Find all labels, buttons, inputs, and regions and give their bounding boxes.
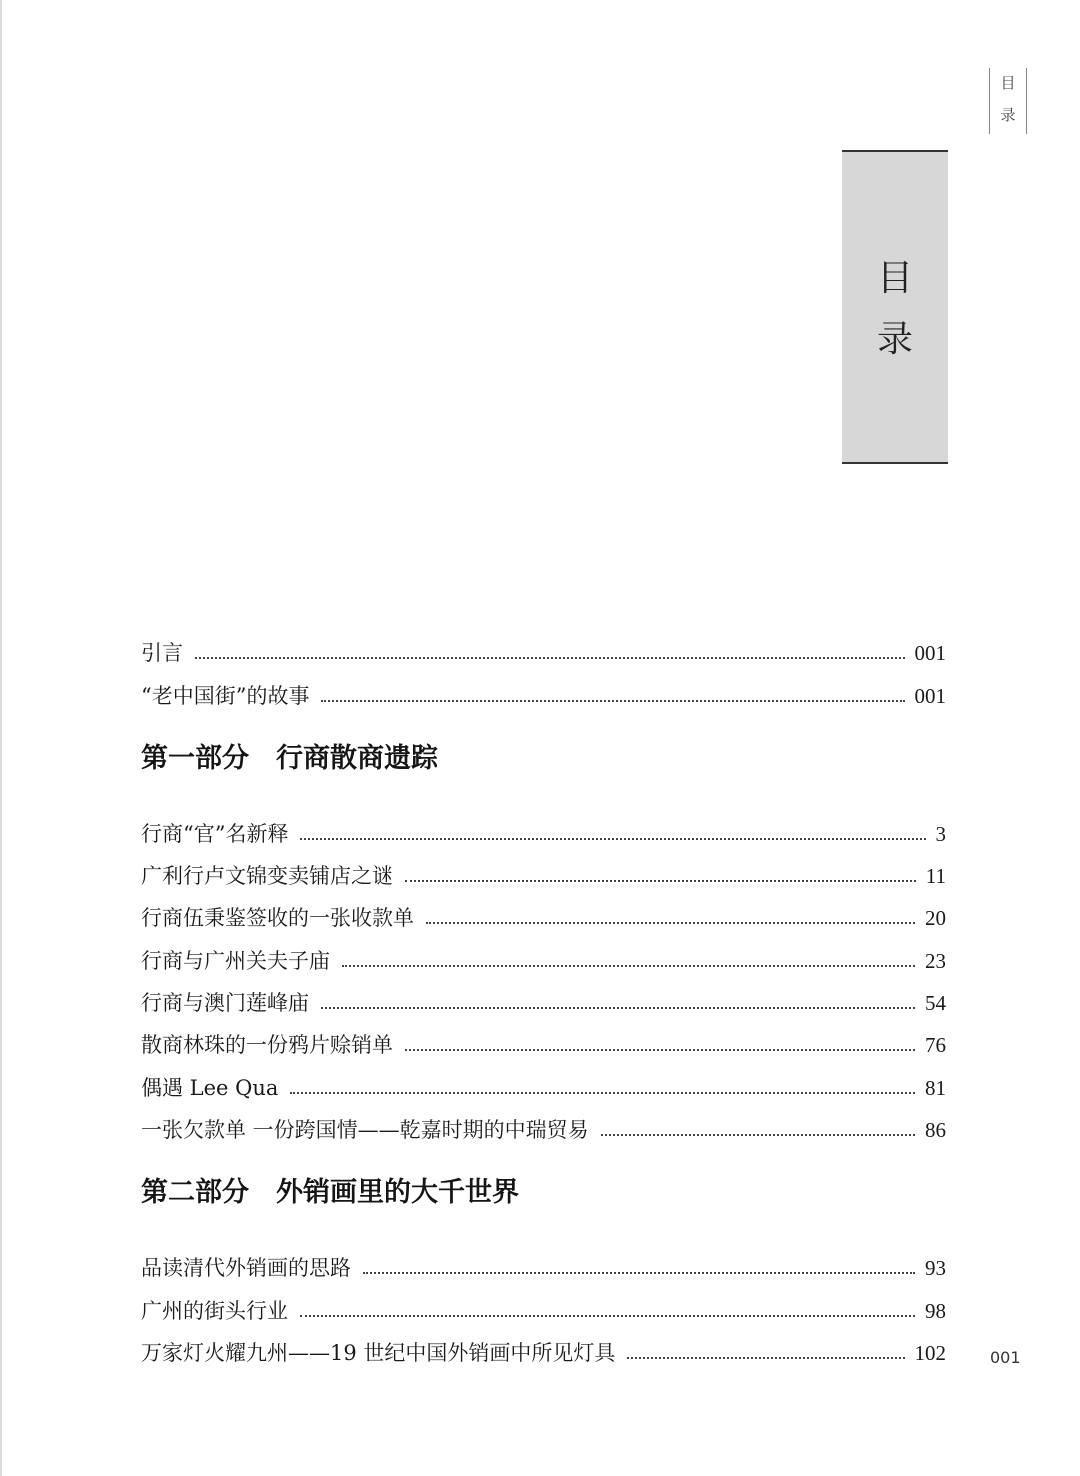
dot-leader [300, 838, 925, 840]
dot-leader [405, 1049, 915, 1051]
toc-entry[interactable] [141, 638, 946, 668]
toc-title-block [842, 150, 948, 464]
dot-leader [195, 657, 905, 659]
toc-entry[interactable] [141, 1253, 946, 1283]
toc-entry[interactable] [141, 861, 946, 891]
toc-entry-page: 3 [935, 822, 946, 846]
toc-entry-title: 引言 [141, 641, 183, 665]
toc-entry[interactable] [141, 1296, 946, 1326]
toc-entry-title: “老中国街”的故事 [141, 684, 310, 708]
toc-entry-page: 54 [925, 991, 946, 1015]
part-heading: 第二部分 外销画里的大千世界 [141, 1177, 519, 1208]
toc-entry-page: 11 [925, 864, 946, 888]
toc-entry-title: 广利行卢文锦变卖铺店之谜 [141, 864, 393, 888]
toc-entry-title: 偶遇 Lee Qua [141, 1076, 279, 1100]
toc-entry-page: 102 [914, 1341, 946, 1365]
toc-entry[interactable] [141, 946, 946, 976]
toc-entry[interactable] [141, 681, 946, 711]
toc-entry-title: 品读清代外销画的思路 [141, 1256, 351, 1280]
dot-leader [300, 1315, 915, 1317]
toc-entry[interactable] [141, 903, 946, 933]
dot-leader [342, 965, 915, 967]
part-heading: 第一部分 行商散商遗踪 [141, 743, 438, 774]
toc-entry-page: 86 [925, 1118, 946, 1142]
toc-entry[interactable] [141, 1073, 946, 1103]
page-edge [0, 0, 2, 1476]
toc-entry-page: 23 [925, 949, 946, 973]
toc-entry-page: 81 [925, 1076, 946, 1100]
toc-entry-page: 20 [925, 906, 946, 930]
dot-leader [601, 1134, 915, 1136]
dot-leader [321, 1007, 915, 1009]
toc-entry[interactable] [141, 988, 946, 1018]
toc-entry-title: 散商林珠的一份鸦片赊销单 [141, 1033, 393, 1057]
toc-entry-title: 行商伍秉鉴签收的一张收款单 [141, 906, 414, 930]
toc-entry[interactable] [141, 1030, 946, 1060]
toc-entry[interactable] [141, 1338, 946, 1368]
toc-entry-page: 98 [925, 1299, 946, 1323]
page-number: 001 [990, 1348, 1021, 1367]
running-header [989, 68, 1027, 134]
running-header-char: 目 [1000, 74, 1016, 92]
toc-entry-title: 行商与广州关夫子庙 [141, 949, 330, 973]
toc-entry-page: 001 [914, 684, 946, 708]
dot-leader [405, 880, 916, 882]
running-header-char: 录 [1000, 106, 1016, 124]
toc-title-char: 录 [876, 319, 913, 360]
toc-entry-title: 一张欠款单 一份跨国情——乾嘉时期的中瑞贸易 [141, 1118, 589, 1142]
toc-entry[interactable] [141, 1115, 946, 1145]
toc-entry-title: 行商与澳门莲峰庙 [141, 991, 309, 1015]
toc-entry-title: 万家灯火耀九州——19 世纪中国外销画中所见灯具 [141, 1341, 616, 1365]
dot-leader [426, 922, 915, 924]
toc-entry-title: 广州的街头行业 [141, 1299, 288, 1323]
toc-entry-page: 93 [925, 1256, 946, 1280]
dot-leader [321, 700, 904, 702]
toc-entry[interactable] [141, 819, 946, 849]
dot-leader [290, 1092, 915, 1094]
dot-leader [627, 1357, 904, 1359]
dot-leader [363, 1272, 915, 1274]
toc-entry-page: 76 [925, 1033, 946, 1057]
toc-entry-page: 001 [914, 641, 946, 665]
toc-title-char: 目 [876, 258, 913, 299]
toc-entry-title: 行商“官”名新释 [141, 822, 289, 846]
